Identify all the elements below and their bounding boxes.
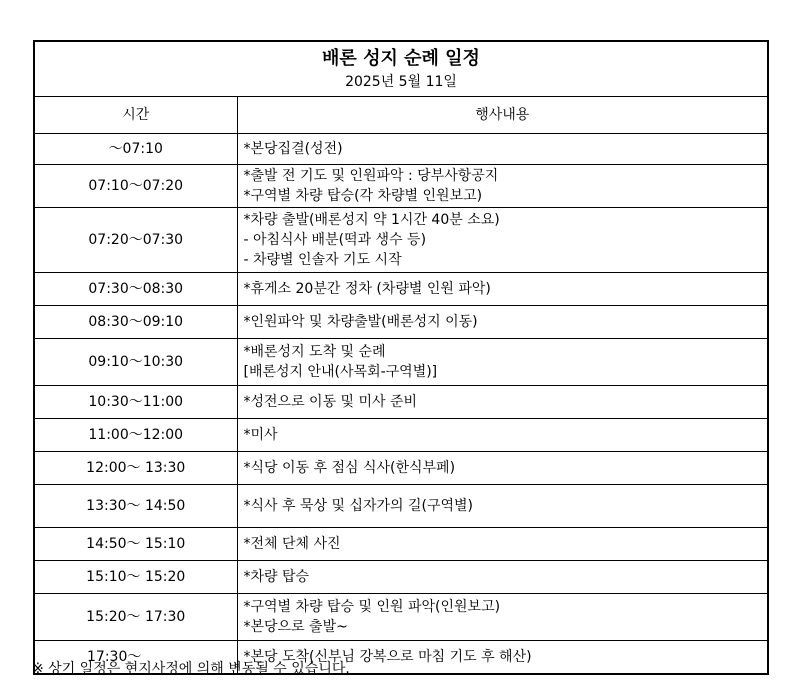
schedule-time: 10:30～11:00: [34, 386, 237, 419]
header-time: 시간: [34, 97, 237, 134]
schedule-time: 07:30～08:30: [34, 273, 237, 306]
activity-line: *구역별 차량 탑승 및 인원 파악(인원보고): [243, 599, 501, 615]
schedule-activity: [237, 386, 768, 419]
schedule-time: 08:30～09:10: [34, 306, 237, 339]
document-title: 배론 성지 순례 일정: [322, 48, 480, 69]
schedule-activity: [237, 561, 768, 594]
schedule-time: 09:10～10:30: [34, 339, 237, 386]
schedule-activity: [237, 419, 768, 452]
activity-line: *차량 탑승: [243, 569, 310, 585]
activity-line: *인원파악 및 차량출발(배론성지 이동): [243, 314, 478, 330]
activity-line: *휴게소 20분간 정차 (차량별 인원 파악): [243, 281, 491, 297]
schedule-time: 07:20～07:30: [34, 208, 237, 273]
schedule-table: [33, 40, 769, 675]
schedule-body: [34, 134, 768, 675]
activity-line: *구역별 차량 탑승(각 차량별 인원보고): [243, 188, 483, 204]
schedule-activity: [237, 452, 768, 485]
footnote: ※ 상기 일정은 현지사정에 의해 변동될 수 있습니다.: [32, 661, 350, 677]
schedule-row: [34, 208, 768, 273]
schedule-activity: [237, 208, 768, 273]
schedule-time: 14:50～ 15:10: [34, 528, 237, 561]
schedule-row: [34, 594, 768, 641]
schedule-row: [34, 485, 768, 528]
activity-line: [배론성지 안내(사목회-구역별)]: [243, 364, 438, 380]
activity-line: *미사: [243, 427, 278, 443]
activity-line: *차량 출발(배론성지 약 1시간 40분 소요): [243, 212, 500, 228]
document-date: 2025년 5월 11일: [345, 74, 457, 90]
schedule-activity: [237, 165, 768, 208]
title-cell: [34, 41, 768, 97]
activity-line: *본당집결(성전): [243, 141, 343, 157]
schedule-activity: [237, 339, 768, 386]
schedule-row: [34, 165, 768, 208]
activity-line: *출발 전 기도 및 인원파악 : 당부사항공지: [243, 168, 499, 184]
title-row: [34, 41, 768, 97]
schedule-time: 15:10～ 15:20: [34, 561, 237, 594]
schedule-row: [34, 452, 768, 485]
schedule-row: [34, 306, 768, 339]
activity-line: *배론성지 도착 및 순례: [243, 344, 386, 360]
schedule-time: 07:10～07:20: [34, 165, 237, 208]
schedule-time: 17:30～: [34, 641, 237, 675]
schedule-time: 12:00～ 13:30: [34, 452, 237, 485]
schedule-activity: [237, 594, 768, 641]
activity-line: *본당 도착(신부님 강복으로 마침 기도 후 해산): [243, 649, 532, 665]
activity-line: - 아침식사 배분(떡과 생수 등): [243, 232, 427, 248]
header-row: [34, 97, 768, 134]
activity-line: *성전으로 이동 및 미사 준비: [243, 394, 418, 410]
schedule-time: ～07:10: [34, 134, 237, 165]
activity-line: *식당 이동 후 점심 식사(한식부페): [243, 460, 456, 476]
activity-line: - 차량별 인솔자 기도 시작: [243, 252, 402, 268]
activity-line: *전체 단체 사진: [243, 536, 341, 552]
schedule-row: [34, 386, 768, 419]
schedule-time: 13:30～ 14:50: [34, 485, 237, 528]
schedule-row: [34, 339, 768, 386]
activity-line: *식사 후 묵상 및 십자가의 길(구역별): [243, 498, 474, 514]
schedule-activity: [237, 273, 768, 306]
schedule-row: [34, 419, 768, 452]
schedule-row: [34, 528, 768, 561]
schedule-activity: [237, 528, 768, 561]
schedule-time: 11:00～12:00: [34, 419, 237, 452]
schedule-row: [34, 134, 768, 165]
activity-line: *본당으로 출발~: [243, 619, 348, 635]
schedule-activity: [237, 306, 768, 339]
schedule-activity: [237, 134, 768, 165]
schedule-time: 15:20～ 17:30: [34, 594, 237, 641]
header-activity: 행사내용: [237, 97, 768, 134]
schedule-row: [34, 561, 768, 594]
schedule-activity: [237, 485, 768, 528]
schedule-row: [34, 273, 768, 306]
